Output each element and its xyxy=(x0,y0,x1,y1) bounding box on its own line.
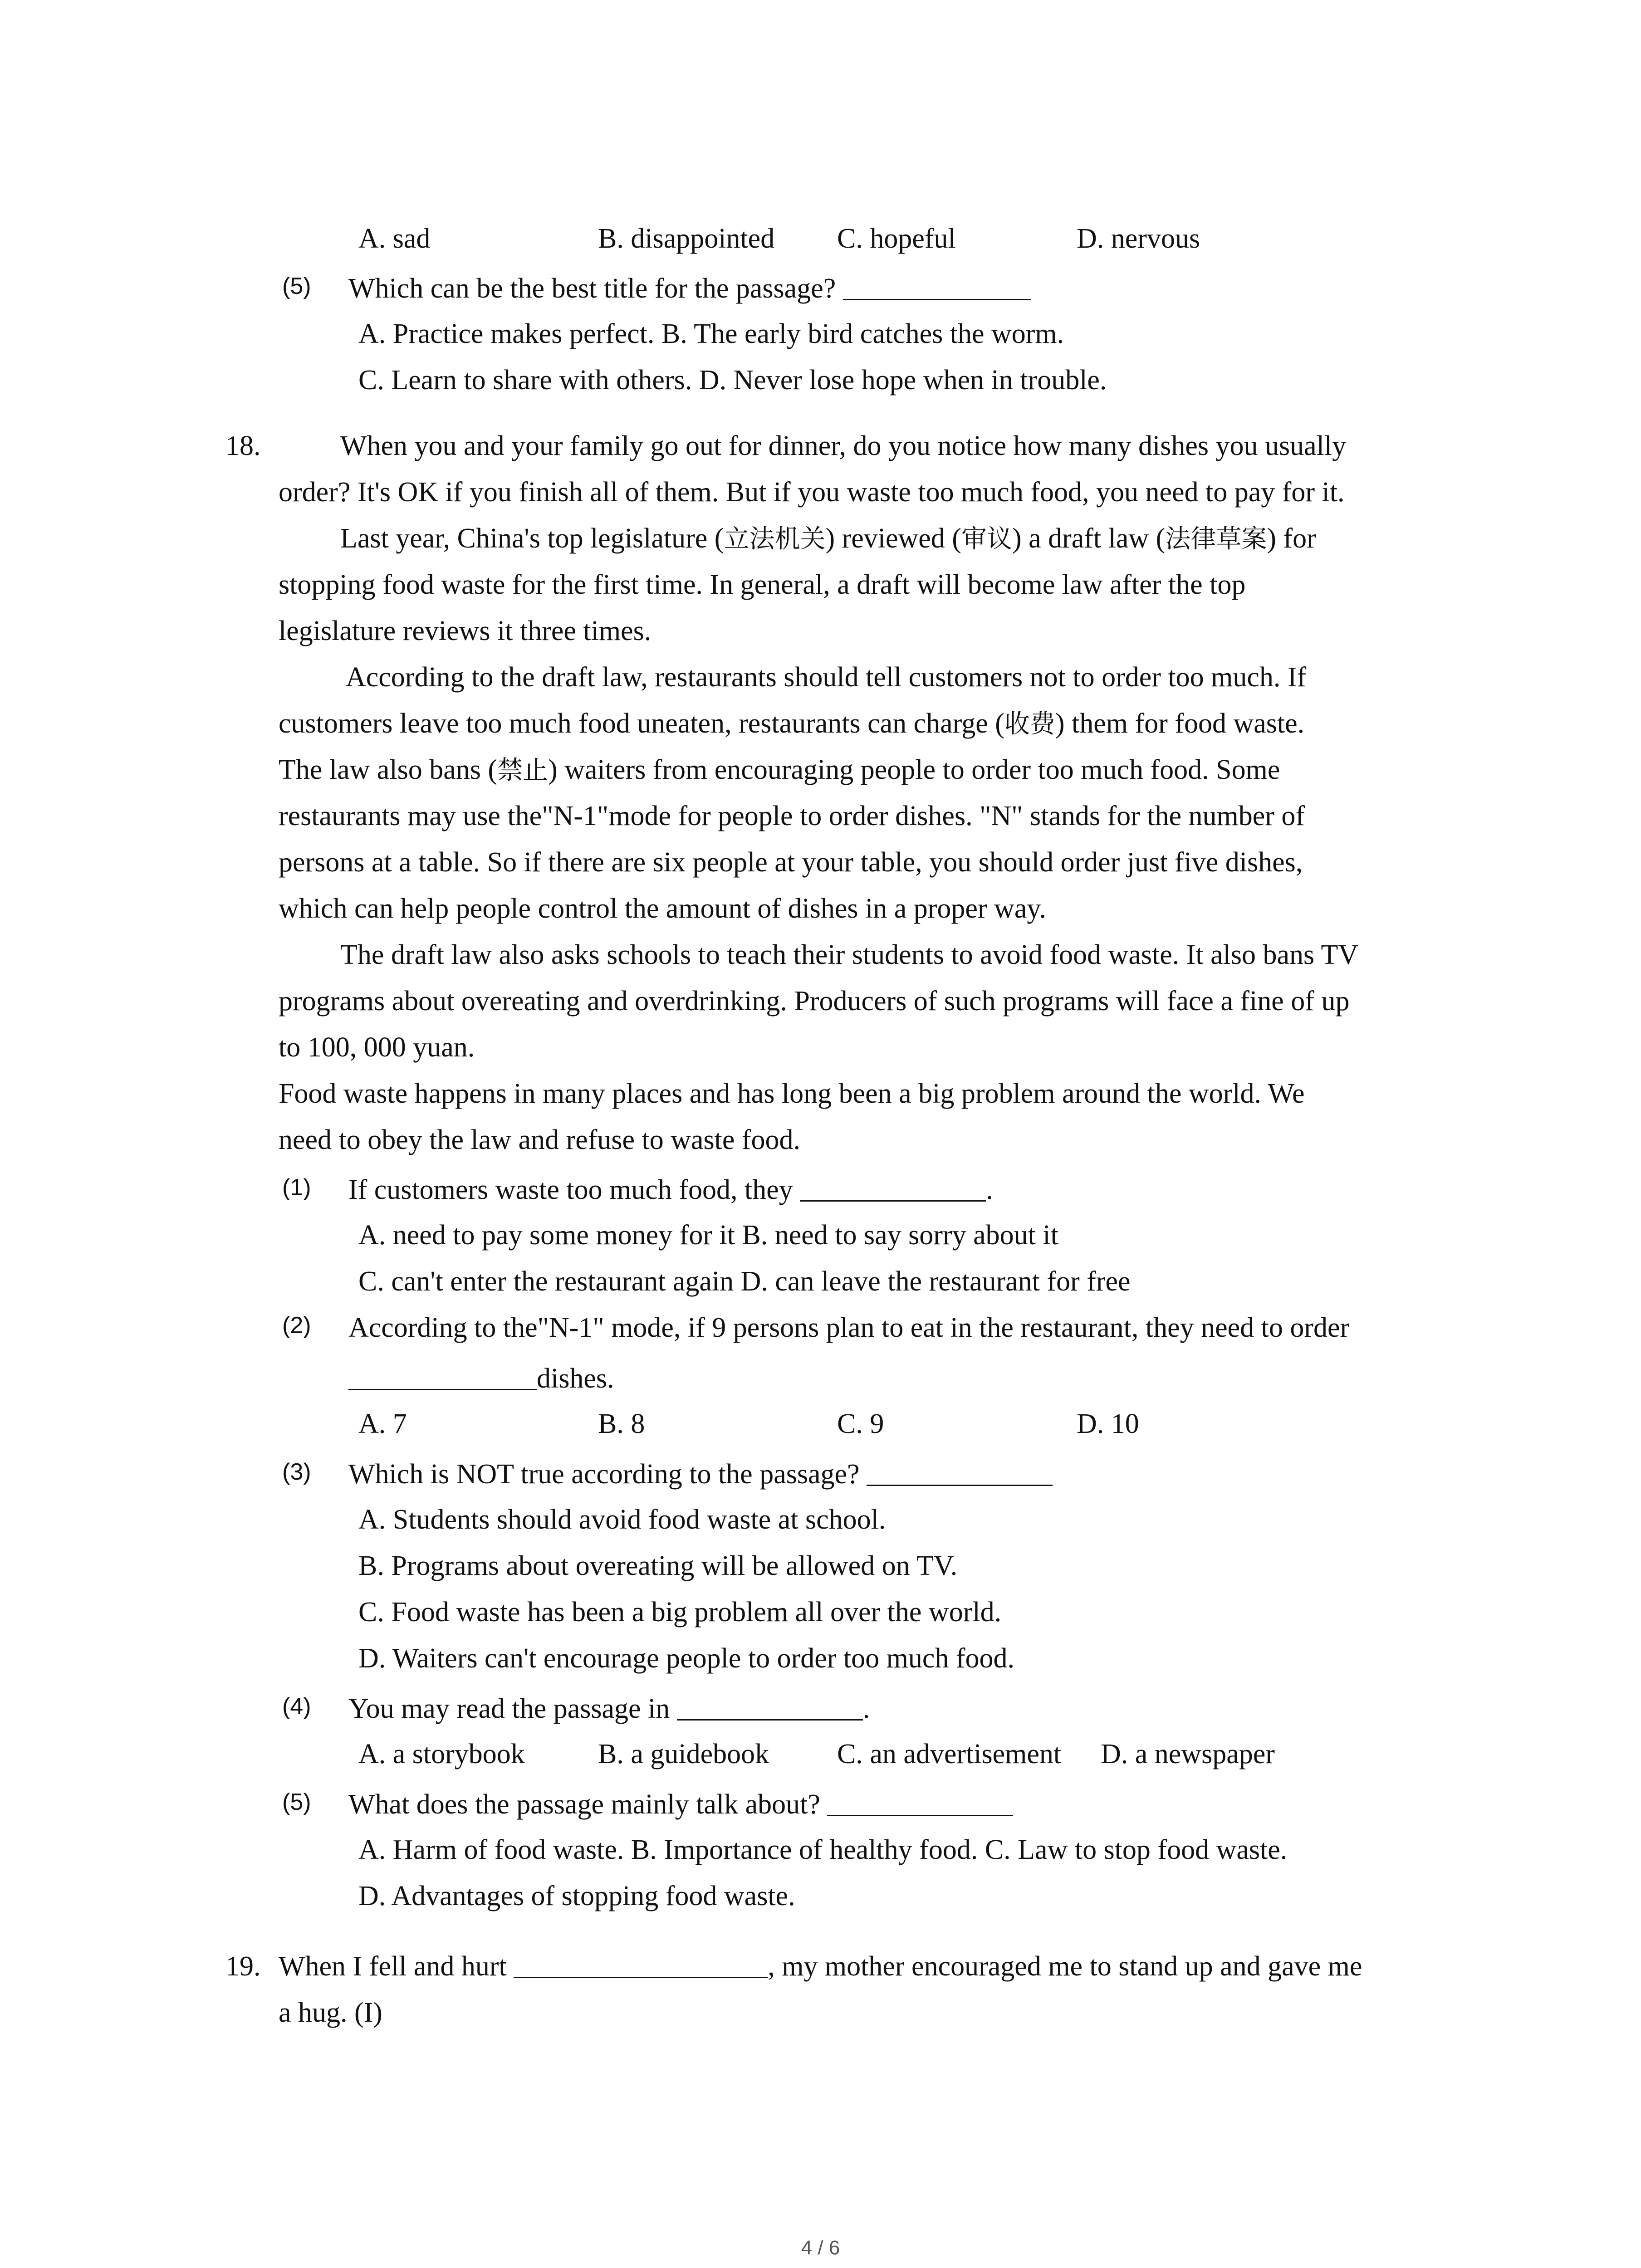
q19-line1 xyxy=(279,1943,1362,1989)
q18-3-question xyxy=(348,1451,1053,1497)
q18-4-option-c: C. an advertisement xyxy=(837,1739,1062,1769)
page-number: 4 / 6 xyxy=(801,2237,840,2259)
text-fragment: The law also bans ( xyxy=(279,754,498,785)
chinese-gloss: 法律草案 xyxy=(1165,524,1267,554)
q18-para4-line3: to 100, 000 yuan. xyxy=(279,1032,475,1063)
q18-para4-line2: programs about overeating and overdrinking. Producers of such programs will face a fine of up xyxy=(279,986,1350,1017)
q18-number: 18. xyxy=(225,430,261,461)
q18-4-option-a: A. a storybook xyxy=(358,1739,525,1769)
text-fragment: ) reviewed ( xyxy=(825,523,961,554)
question-text: If customers waste too much food, they xyxy=(348,1174,793,1205)
q18-para2-line3: legislature reviews it three times. xyxy=(279,616,652,646)
chinese-gloss: 立法机关 xyxy=(724,524,826,554)
q18-2-option-d: D. 10 xyxy=(1077,1408,1139,1439)
text-fragment: ) waiters from encouraging people to order too much food. Some xyxy=(548,754,1280,785)
q18-5-options-line2: D. Advantages of stopping food waste. xyxy=(358,1881,795,1911)
chinese-gloss: 审议 xyxy=(961,524,1012,554)
text-fragment: ) for xyxy=(1267,523,1316,554)
q18-para3-line5: persons at a table. So if there are six people at your table, you should order just five dishes, xyxy=(279,847,1303,878)
q18-para2-line1 xyxy=(340,515,1316,562)
q17-5-options-line1: A. Practice makes perfect. B. The early bird catches the worm. xyxy=(358,318,1064,349)
q17-5-question xyxy=(348,265,1031,312)
question-text: dishes. xyxy=(537,1363,614,1394)
q18-3-label: (3) xyxy=(282,1459,311,1485)
q18-2-option-c: C. 9 xyxy=(837,1408,884,1439)
answer-blank[interactable] xyxy=(348,1362,537,1390)
question-text: What does the passage mainly talk about? xyxy=(348,1789,820,1820)
answer-blank[interactable] xyxy=(827,1788,1013,1816)
q18-1-label: (1) xyxy=(282,1174,311,1201)
q17-4-option-d: D. nervous xyxy=(1077,223,1200,254)
q18-2-option-b: B. 8 xyxy=(598,1408,645,1439)
q18-5-options-line1: A. Harm of food waste. B. Importance of healthy food. C. Law to stop food waste. xyxy=(358,1834,1288,1865)
q18-4-question xyxy=(348,1686,870,1732)
q18-para2-line2: stopping food waste for the first time. In general, a draft will become law after the top xyxy=(279,569,1246,600)
answer-blank[interactable] xyxy=(514,1950,768,1978)
punctuation: . xyxy=(986,1174,993,1205)
q17-4-option-b: B. disappointed xyxy=(598,223,775,254)
answer-blank[interactable] xyxy=(867,1457,1053,1486)
q18-2-option-a: A. 7 xyxy=(358,1408,407,1439)
q17-4-option-c: C. hopeful xyxy=(837,223,956,254)
q18-4-option-b: B. a guidebook xyxy=(598,1739,769,1769)
q18-1-options-line1: A. need to pay some money for it B. need to say sorry about it xyxy=(358,1220,1058,1251)
q18-2-question: According to the"N-1" mode, if 9 persons plan to eat in the restaurant, they need to order xyxy=(348,1312,1350,1343)
q18-3-option-d: D. Waiters can't encourage people to order too much food. xyxy=(358,1643,1015,1674)
q18-para1-line2: order? It's OK if you finish all of them. But if you waste too much food, you need to pay for it. xyxy=(279,477,1345,508)
q18-3-option-c: C. Food waste has been a big problem all over the world. xyxy=(358,1597,1002,1628)
text-fragment: Last year, China's top legislature ( xyxy=(340,523,724,554)
question-text: You may read the passage in xyxy=(348,1693,670,1724)
q18-4-option-d: D. a newspaper xyxy=(1101,1739,1275,1769)
question-text: When I fell and hurt xyxy=(279,1951,507,1982)
q17-5-label: (5) xyxy=(282,273,311,299)
q18-1-options-line2: C. can't enter the restaurant again D. can leave the restaurant for free xyxy=(358,1266,1131,1297)
text-fragment: ) them for food waste. xyxy=(1055,708,1305,739)
answer-blank[interactable] xyxy=(843,272,1031,300)
q18-4-label: (4) xyxy=(282,1693,311,1720)
q17-5-question-text: Which can be the best title for the passage? xyxy=(348,273,836,304)
chinese-gloss: 禁止 xyxy=(497,756,549,785)
q18-para1-line1: When you and your family go out for dinner, do you notice how many dishes you usually xyxy=(340,430,1347,461)
q19-number: 19. xyxy=(225,1951,261,1982)
q17-4-option-a: A. sad xyxy=(358,223,431,254)
q18-5-question xyxy=(348,1781,1013,1828)
question-text: , my mother encouraged me to stand up and gave me xyxy=(768,1951,1362,1982)
q18-2-label: (2) xyxy=(282,1312,311,1339)
q18-para3-line2 xyxy=(279,700,1304,748)
q18-2-question-line2 xyxy=(348,1355,614,1402)
q17-5-options-line2: C. Learn to share with others. D. Never lose hope when in trouble. xyxy=(358,365,1107,396)
q18-5-label: (5) xyxy=(282,1789,311,1815)
q18-para5-line1: Food waste happens in many places and has long been a big problem around the world. We xyxy=(279,1078,1305,1109)
text-fragment: customers leave too much food uneaten, restaurants can charge ( xyxy=(279,708,1004,739)
text-fragment: ) a draft law ( xyxy=(1012,523,1166,554)
q18-3-option-a: A. Students should avoid food waste at school. xyxy=(358,1504,886,1535)
q18-para3-line6: which can help people control the amount of dishes in a proper way. xyxy=(279,893,1046,924)
punctuation: . xyxy=(862,1693,870,1724)
q18-para4-line1: The draft law also asks schools to teach their students to avoid food waste. It also bans TV xyxy=(340,939,1359,970)
answer-blank[interactable] xyxy=(677,1692,863,1721)
chinese-gloss: 收费 xyxy=(1004,709,1055,739)
q18-para3-line1: According to the draft law, restaurants should tell customers not to order too much. If xyxy=(346,662,1307,693)
q18-para5-line2: need to obey the law and refuse to waste food. xyxy=(279,1124,801,1155)
q18-1-question xyxy=(348,1167,993,1213)
q18-3-option-b: B. Programs about overeating will be allowed on TV. xyxy=(358,1550,958,1581)
question-text: Which is NOT true according to the passage? xyxy=(348,1459,860,1490)
answer-blank[interactable] xyxy=(800,1173,986,1202)
q18-para3-line3 xyxy=(279,747,1280,794)
q19-line2: a hug. (I) xyxy=(279,1997,382,2028)
q18-para3-line4: restaurants may use the"N-1"mode for people to order dishes. "N" stands for the number of xyxy=(279,801,1305,831)
